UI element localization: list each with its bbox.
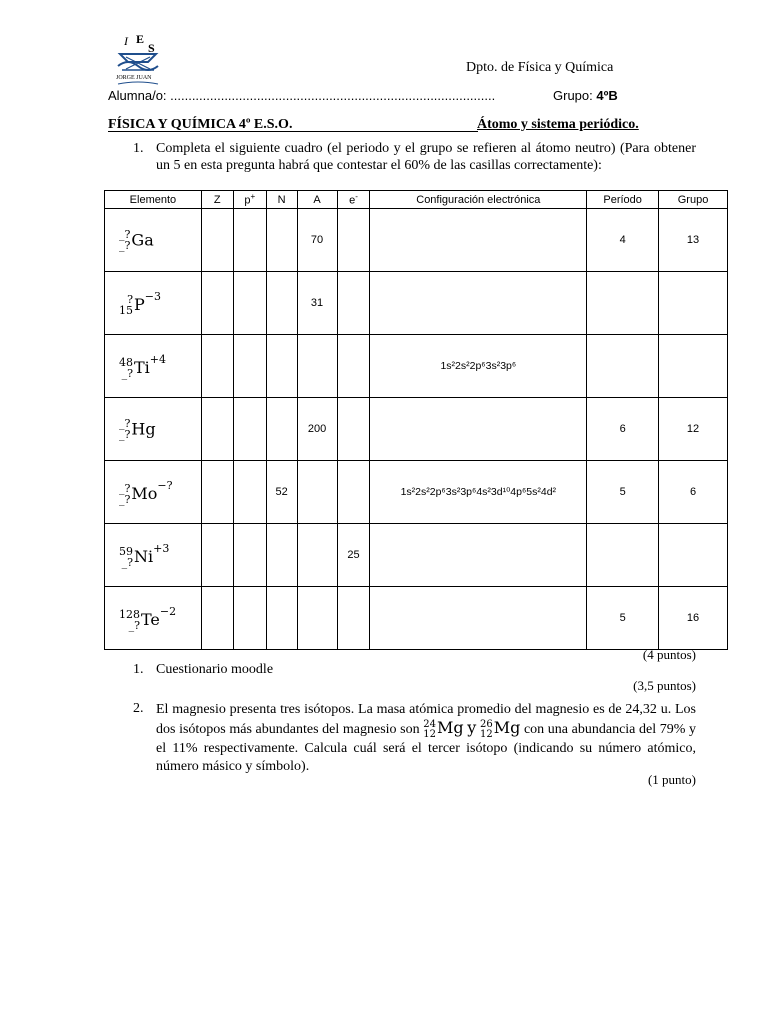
electrons-cell[interactable] [337,398,370,461]
mass-number: 48 [119,355,133,369]
z-cell[interactable] [201,587,233,650]
question1-points: (4 puntos) [642,647,696,662]
department-label: Dpto. de Física y Química [466,60,614,75]
electrons-cell[interactable] [337,272,370,335]
element-cell [105,461,202,524]
config-cell[interactable] [370,587,587,650]
col-header-a: A [297,191,337,209]
question1-text: Completa el siguiente cuadro (el periodo y el grupo se refieren al átomo neutro) (Para obtener un 5 en esta pregunta habrá que contestar el 60% de las casillas correctamente): [156,141,696,173]
element-symbol: Ga [131,230,154,250]
electrons-cell[interactable] [337,461,370,524]
group-cell[interactable]: 12 [659,398,728,461]
table-header-row [105,191,728,209]
mass-cell[interactable] [297,461,337,524]
mass-number: ? [127,292,133,306]
table-row [105,272,728,335]
protons-cell[interactable] [233,524,266,587]
mass-number: _? [119,417,131,430]
atomic-number: _? [121,555,133,569]
ion-charge: +3 [153,542,170,556]
isotope2-mass: 26 [479,718,493,730]
group-value: 4ºB [596,88,618,103]
group-cell[interactable] [659,335,728,398]
table-row [105,335,728,398]
moodle-text: Cuestionario moodle [156,662,274,677]
config-cell[interactable] [370,209,587,272]
mass-cell[interactable] [297,524,337,587]
element-symbol: Ti [134,358,150,378]
period-cell[interactable] [587,272,659,335]
config-cell[interactable] [370,524,587,587]
ion-charge: −? [157,479,173,493]
element-cell [105,398,202,461]
col-header-config: Configuración electrónica [370,191,587,209]
isotope-conjunction: y [467,718,477,737]
protons-cell[interactable] [233,272,266,335]
protons-cell[interactable] [233,461,266,524]
element-symbol: Mo [131,484,158,504]
isotope1-atomic: 12 [423,728,436,740]
config-cell[interactable] [370,272,587,335]
electrons-cell[interactable]: 25 [337,524,370,587]
group-cell[interactable]: 16 [659,587,728,650]
table-row [105,461,728,524]
atomic-number: _? [119,428,131,441]
mass-cell[interactable]: 70 [297,209,337,272]
neutrons-cell[interactable] [266,335,297,398]
group-field [553,88,618,103]
mass-cell[interactable]: 31 [297,272,337,335]
period-cell[interactable]: 5 [587,587,659,650]
isotope1-mass: 24 [423,718,436,730]
neutrons-cell[interactable]: 52 [266,461,297,524]
neutrons-cell[interactable] [266,398,297,461]
period-cell[interactable]: 6 [587,398,659,461]
neutrons-cell[interactable] [266,209,297,272]
atomic-number: _? [119,492,131,506]
protons-cell[interactable] [233,587,266,650]
col-header-electrons: e- [337,191,370,209]
col-header-protons: p+ [233,191,266,209]
col-header-z: Z [201,191,233,209]
group-label: Grupo: [553,88,593,103]
period-cell[interactable]: 4 [587,209,659,272]
protons-cell[interactable] [233,335,266,398]
mass-cell[interactable] [297,335,337,398]
config-cell[interactable]: 1s²2s²2p⁶3s²3p⁶ [370,335,587,398]
atoms-table [104,190,728,650]
config-cell[interactable]: 1s²2s²2p⁶3s²3p⁶4s²3d¹⁰4p⁶5s²4d² [370,461,587,524]
table-row [105,587,728,650]
ion-charge: +4 [149,353,167,367]
z-cell[interactable] [201,335,233,398]
element-symbol: Ni [134,547,154,567]
group-cell[interactable]: 6 [659,461,728,524]
ion-charge: −2 [159,605,177,619]
question1-number: 1. [133,141,144,156]
z-cell[interactable] [201,398,233,461]
isotope1-symbol: Mg [437,718,464,737]
svg-text:S: S [148,41,155,55]
student-name-field: Alumna/o: .......................................................................................... [108,88,496,103]
z-cell[interactable] [201,461,233,524]
element-cell [105,209,202,272]
question2-text [156,701,696,776]
atomic-number: _? [128,618,140,632]
col-header-period: Período [587,191,659,209]
group-cell[interactable] [659,272,728,335]
period-cell[interactable] [587,335,659,398]
question2-text-a: El magnesio presenta tres isótopos. La masa atómica promedio del magnesio es de 24,32 u. Los dos isótopos más abundantes del magnesio son [156,702,696,737]
ion-charge: −3 [144,290,161,304]
element-symbol: P [134,295,145,315]
mass-number: _? [119,228,131,241]
moodle-number: 1. [133,662,144,677]
z-cell[interactable] [201,272,233,335]
neutrons-cell[interactable] [266,587,297,650]
element-cell [105,587,202,650]
group-cell[interactable] [659,524,728,587]
table-row [105,398,728,461]
question2-text-b: con una abundancia del 79% y el 11% respectivamente. Calcula cuál será el tercer isótopo (indicando su número atómico, número másico y símbolo). [156,722,697,774]
neutrons-cell[interactable] [266,272,297,335]
z-cell[interactable] [201,209,233,272]
svg-text:I: I [124,34,128,48]
period-cell[interactable]: 5 [587,461,659,524]
col-header-group: Grupo [659,191,728,209]
table-row [105,524,728,587]
element-symbol: Hg [131,419,156,439]
element-cell [105,524,202,587]
title-underline [108,131,478,132]
question2-number: 2. [133,701,144,716]
electrons-cell[interactable] [337,335,370,398]
element-symbol: Te [141,610,160,630]
group-cell[interactable]: 13 [659,209,728,272]
element-cell [105,335,202,398]
mass-number: 128 [119,607,140,621]
mass-cell[interactable] [297,587,337,650]
isotope2-symbol: Mg [493,718,521,737]
element-cell [105,272,202,335]
config-cell[interactable] [370,398,587,461]
col-header-n: N [266,191,297,209]
neutrons-cell[interactable] [266,524,297,587]
period-cell[interactable] [587,524,659,587]
protons-cell[interactable] [233,209,266,272]
mass-number: 59 [119,544,133,558]
electrons-cell[interactable] [337,587,370,650]
z-cell[interactable] [201,524,233,587]
atomic-number: 15 [119,303,133,317]
svg-text:E: E [136,32,145,46]
question2-points: (1 punto) [647,772,696,787]
subject-title: FÍSICA Y QUÍMICA 4º E.S.O. [108,117,293,132]
atomic-number: _? [119,239,131,252]
mass-cell[interactable]: 200 [297,398,337,461]
isotope2-atomic: 12 [479,728,493,740]
table-row [105,209,728,272]
svg-text:JORGE JUAN: JORGE JUAN [116,75,152,81]
atomic-number: _? [121,366,133,380]
protons-cell[interactable] [233,398,266,461]
moodle-points: (3,5 puntos) [633,678,696,693]
col-header-element: Elemento [105,191,202,209]
mass-number: _? [119,481,131,495]
electrons-cell[interactable] [337,209,370,272]
topic-title: Átomo y sistema periódico. [477,117,639,132]
school-logo [108,32,168,94]
